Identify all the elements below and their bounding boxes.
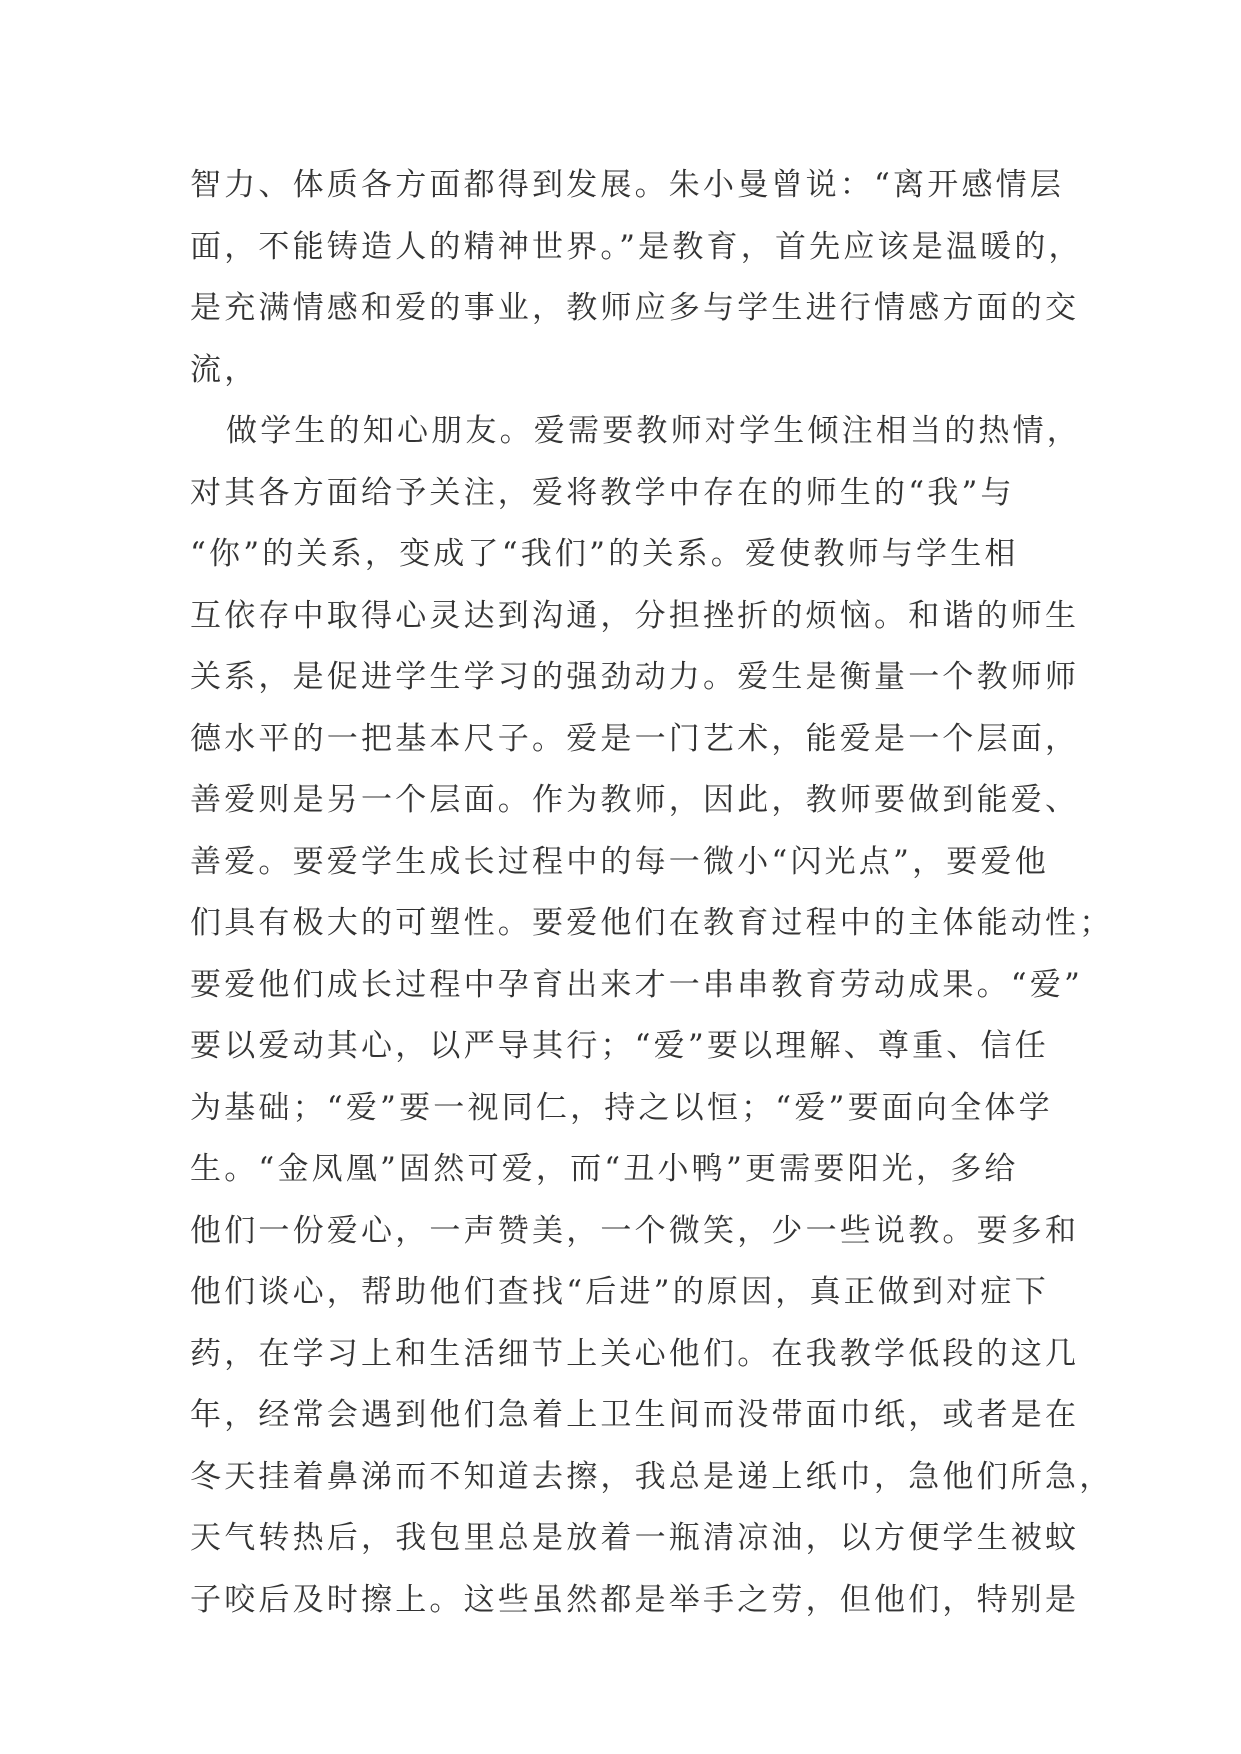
- text-line: 们具有极大的可塑性。要爱他们在教育过程中的主体能动性；: [190, 905, 1114, 941]
- text-line: 他们一份爱心，一声赞美，一个微笑，少一些说教。要多和: [190, 1212, 1080, 1249]
- text-line: 子咬后及时擦上。这些虽然都是举手之劳，但他们，特别是: [190, 1581, 1080, 1618]
- text-line: 面，不能铸造人的精神世界。”是教育，首先应该是温暖的，: [190, 228, 1083, 265]
- text-line: 生。“金凤凰”固然可爱，而“丑小鸭”更需要阳光，多给: [190, 1151, 1019, 1187]
- text-line: 德水平的一把基本尺子。爱是一门艺术，能爱是一个层面，: [190, 720, 1080, 757]
- text-line: 冬天挂着鼻涕而不知道去擦，我总是递上纸巾，急他们所急，: [190, 1458, 1114, 1495]
- text-line: 智力、体质各方面都得到发展。朱小曼曾说：“离开感情层: [190, 167, 1065, 203]
- text-line: 他们谈心，帮助他们查找“后进”的原因，真正做到对症下: [190, 1274, 1049, 1310]
- text-line: 药，在学习上和生活细节上关心他们。在我教学低段的这几: [190, 1335, 1080, 1372]
- text-line: 互依存中取得心灵达到沟通，分担挫折的烦恼。和谐的师生: [190, 597, 1080, 634]
- text-line: 要爱他们成长过程中孕育出来才一串串教育劳动成果。“爱”: [190, 966, 1084, 1003]
- text-line: 流，: [190, 351, 259, 388]
- text-line: 为基础；“爱”要一视同仁，持之以恒；“爱”要面向全体学: [190, 1089, 1053, 1126]
- text-line: 善爱则是另一个层面。作为教师，因此，教师要做到能爱、: [190, 782, 1080, 818]
- paragraph-first-line: 做学生的知心朋友。爱需要教师对学生倾注相当的热情，: [226, 413, 1081, 449]
- text-line: 关系，是促进学生学习的强劲动力。爱生是衡量一个教师师: [190, 659, 1080, 695]
- text-line: “你”的关系，变成了“我们”的关系。爱使教师与学生相: [190, 536, 1019, 572]
- text-line: 是充满情感和爱的事业，教师应多与学生进行情感方面的交: [190, 290, 1080, 326]
- text-line: 天气转热后，我包里总是放着一瓶清凉油，以方便学生被蚊: [190, 1520, 1080, 1556]
- text-line: 对其各方面给予关注，爱将教学中存在的师生的“我”与: [190, 474, 1015, 511]
- text-line: 善爱。要爱学生成长过程中的每一微小“闪光点”，要爱他: [190, 843, 1049, 880]
- text-line: 年，经常会遇到他们急着上卫生间而没带面巾纸，或者是在: [190, 1397, 1080, 1433]
- body-text: [190, 155, 1114, 1631]
- text-line: 要以爱动其心，以严导其行；“爱”要以理解、尊重、信任: [190, 1028, 1049, 1064]
